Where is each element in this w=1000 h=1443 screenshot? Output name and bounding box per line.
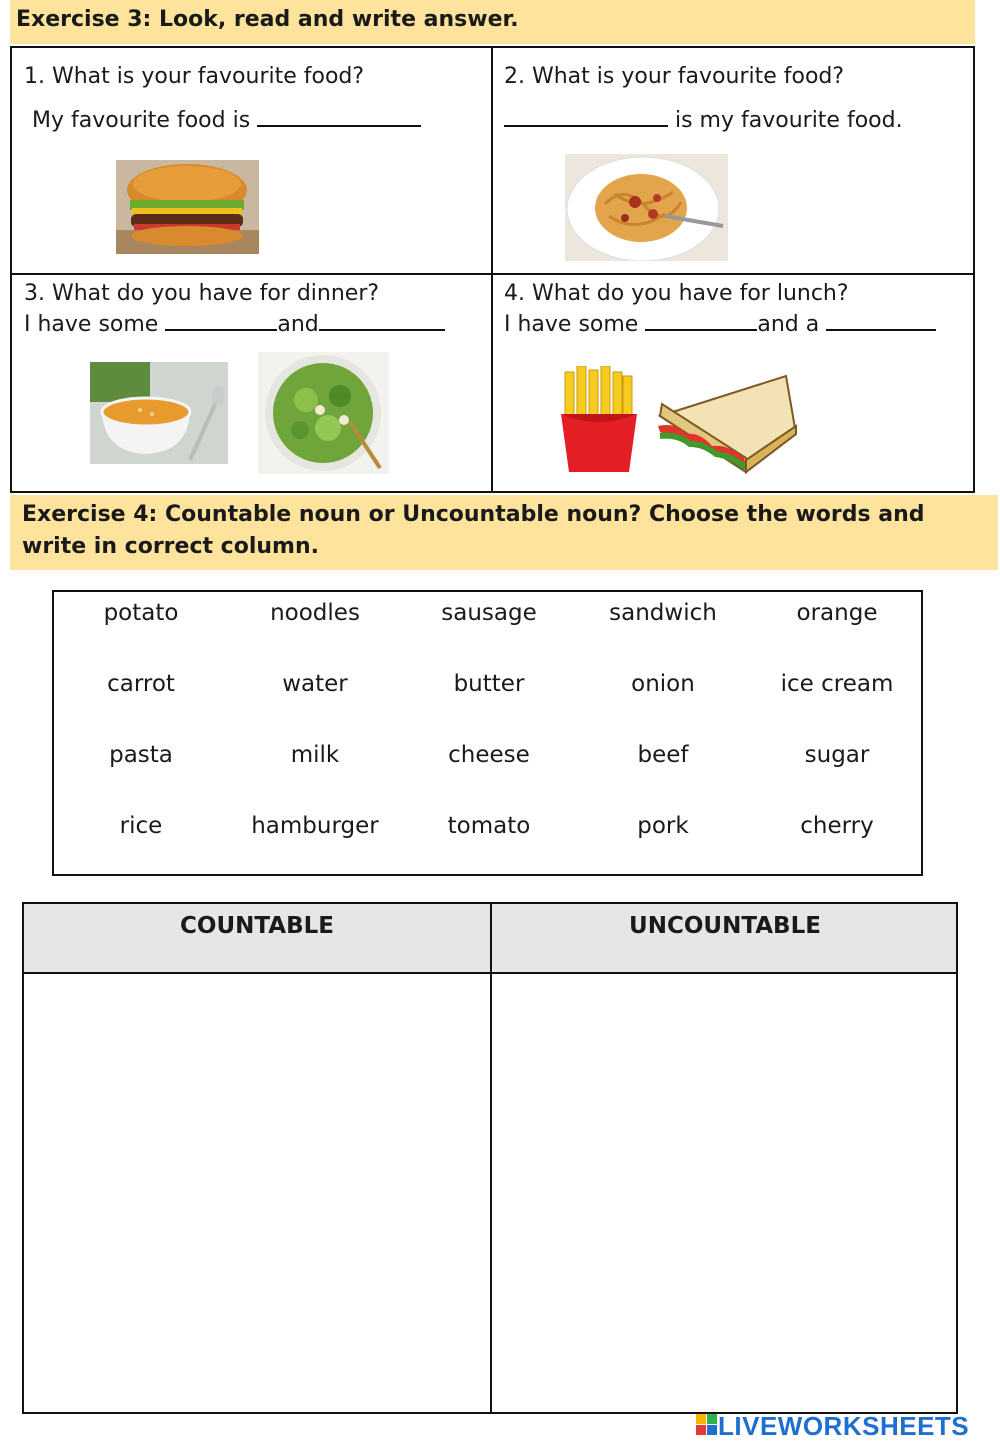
exercise-4-title-line-2: write in correct column. bbox=[22, 534, 319, 559]
word-item[interactable]: potato bbox=[103, 600, 179, 626]
hamburger-image bbox=[116, 160, 259, 254]
word-item[interactable]: pork bbox=[637, 813, 689, 839]
word-item[interactable]: sugar bbox=[804, 742, 870, 768]
question-1: 1. What is your favourite food? bbox=[24, 64, 365, 89]
spaghetti-image bbox=[565, 154, 728, 261]
question-3: 3. What do you have for dinner? bbox=[24, 281, 380, 306]
salad-image bbox=[258, 352, 389, 474]
answer-4-prefix: I have some bbox=[504, 312, 646, 337]
answer-4-blank-2[interactable] bbox=[826, 311, 936, 331]
word-item[interactable]: ice cream bbox=[780, 671, 894, 697]
answer-4-join: and a bbox=[757, 312, 827, 337]
exercise-4-title bbox=[10, 495, 998, 570]
logo-blocks-icon bbox=[696, 1414, 718, 1436]
word-item[interactable]: water bbox=[282, 671, 348, 697]
exercise-4-title-line-1: Exercise 4: Countable noun or Uncountable noun? Choose the words and bbox=[22, 502, 925, 527]
word-item[interactable]: hamburger bbox=[251, 813, 379, 839]
grid-divider-horizontal bbox=[12, 273, 973, 275]
countable-drop-zone[interactable] bbox=[24, 974, 490, 1412]
word-item[interactable]: beef bbox=[637, 742, 689, 768]
liveworksheets-logo bbox=[696, 1410, 996, 1440]
answer-line-1 bbox=[32, 107, 421, 133]
answer-line-2 bbox=[504, 107, 903, 133]
answer-3-blank-1[interactable] bbox=[165, 311, 277, 331]
word-item[interactable]: noodles bbox=[270, 600, 360, 626]
soup-image bbox=[90, 362, 228, 464]
word-item[interactable]: onion bbox=[631, 671, 695, 697]
word-item[interactable]: butter bbox=[453, 671, 525, 697]
answer-line-3 bbox=[24, 311, 445, 337]
answer-3-prefix: I have some bbox=[24, 312, 166, 337]
word-item[interactable]: sausage bbox=[441, 600, 537, 626]
question-2: 2. What is your favourite food? bbox=[504, 64, 845, 89]
answer-1-prefix: My favourite food is bbox=[32, 108, 258, 133]
logo-text: LIVEWORKSHEETS bbox=[718, 1411, 970, 1441]
word-item[interactable]: pasta bbox=[109, 742, 173, 768]
grid-divider-vertical bbox=[491, 48, 493, 491]
word-item[interactable]: tomato bbox=[447, 813, 531, 839]
word-item[interactable]: rice bbox=[119, 813, 163, 839]
sandwich-image bbox=[656, 374, 800, 474]
french-fries-image bbox=[557, 366, 641, 474]
uncountable-drop-zone[interactable] bbox=[492, 974, 956, 1412]
exercise-3-title: Exercise 3: Look, read and write answer. bbox=[10, 0, 975, 44]
word-item[interactable]: cherry bbox=[800, 813, 874, 839]
question-4: 4. What do you have for lunch? bbox=[504, 281, 849, 306]
sorting-table bbox=[22, 902, 958, 1414]
answer-1-blank[interactable] bbox=[257, 107, 421, 127]
answer-2-suffix: is my favourite food. bbox=[668, 108, 903, 133]
uncountable-header: UNCOUNTABLE bbox=[629, 913, 821, 939]
word-item[interactable]: milk bbox=[290, 742, 340, 768]
answer-3-join: and bbox=[277, 312, 319, 337]
word-item[interactable]: sandwich bbox=[609, 600, 717, 626]
answer-2-blank[interactable] bbox=[504, 107, 668, 127]
word-item[interactable]: cheese bbox=[448, 742, 530, 768]
word-bank bbox=[52, 590, 923, 876]
answer-line-4 bbox=[504, 311, 936, 337]
answer-4-blank-1[interactable] bbox=[645, 311, 757, 331]
countable-header: COUNTABLE bbox=[180, 913, 334, 939]
answer-3-blank-2[interactable] bbox=[319, 311, 445, 331]
word-item[interactable]: orange bbox=[796, 600, 878, 626]
word-item[interactable]: carrot bbox=[107, 671, 175, 697]
